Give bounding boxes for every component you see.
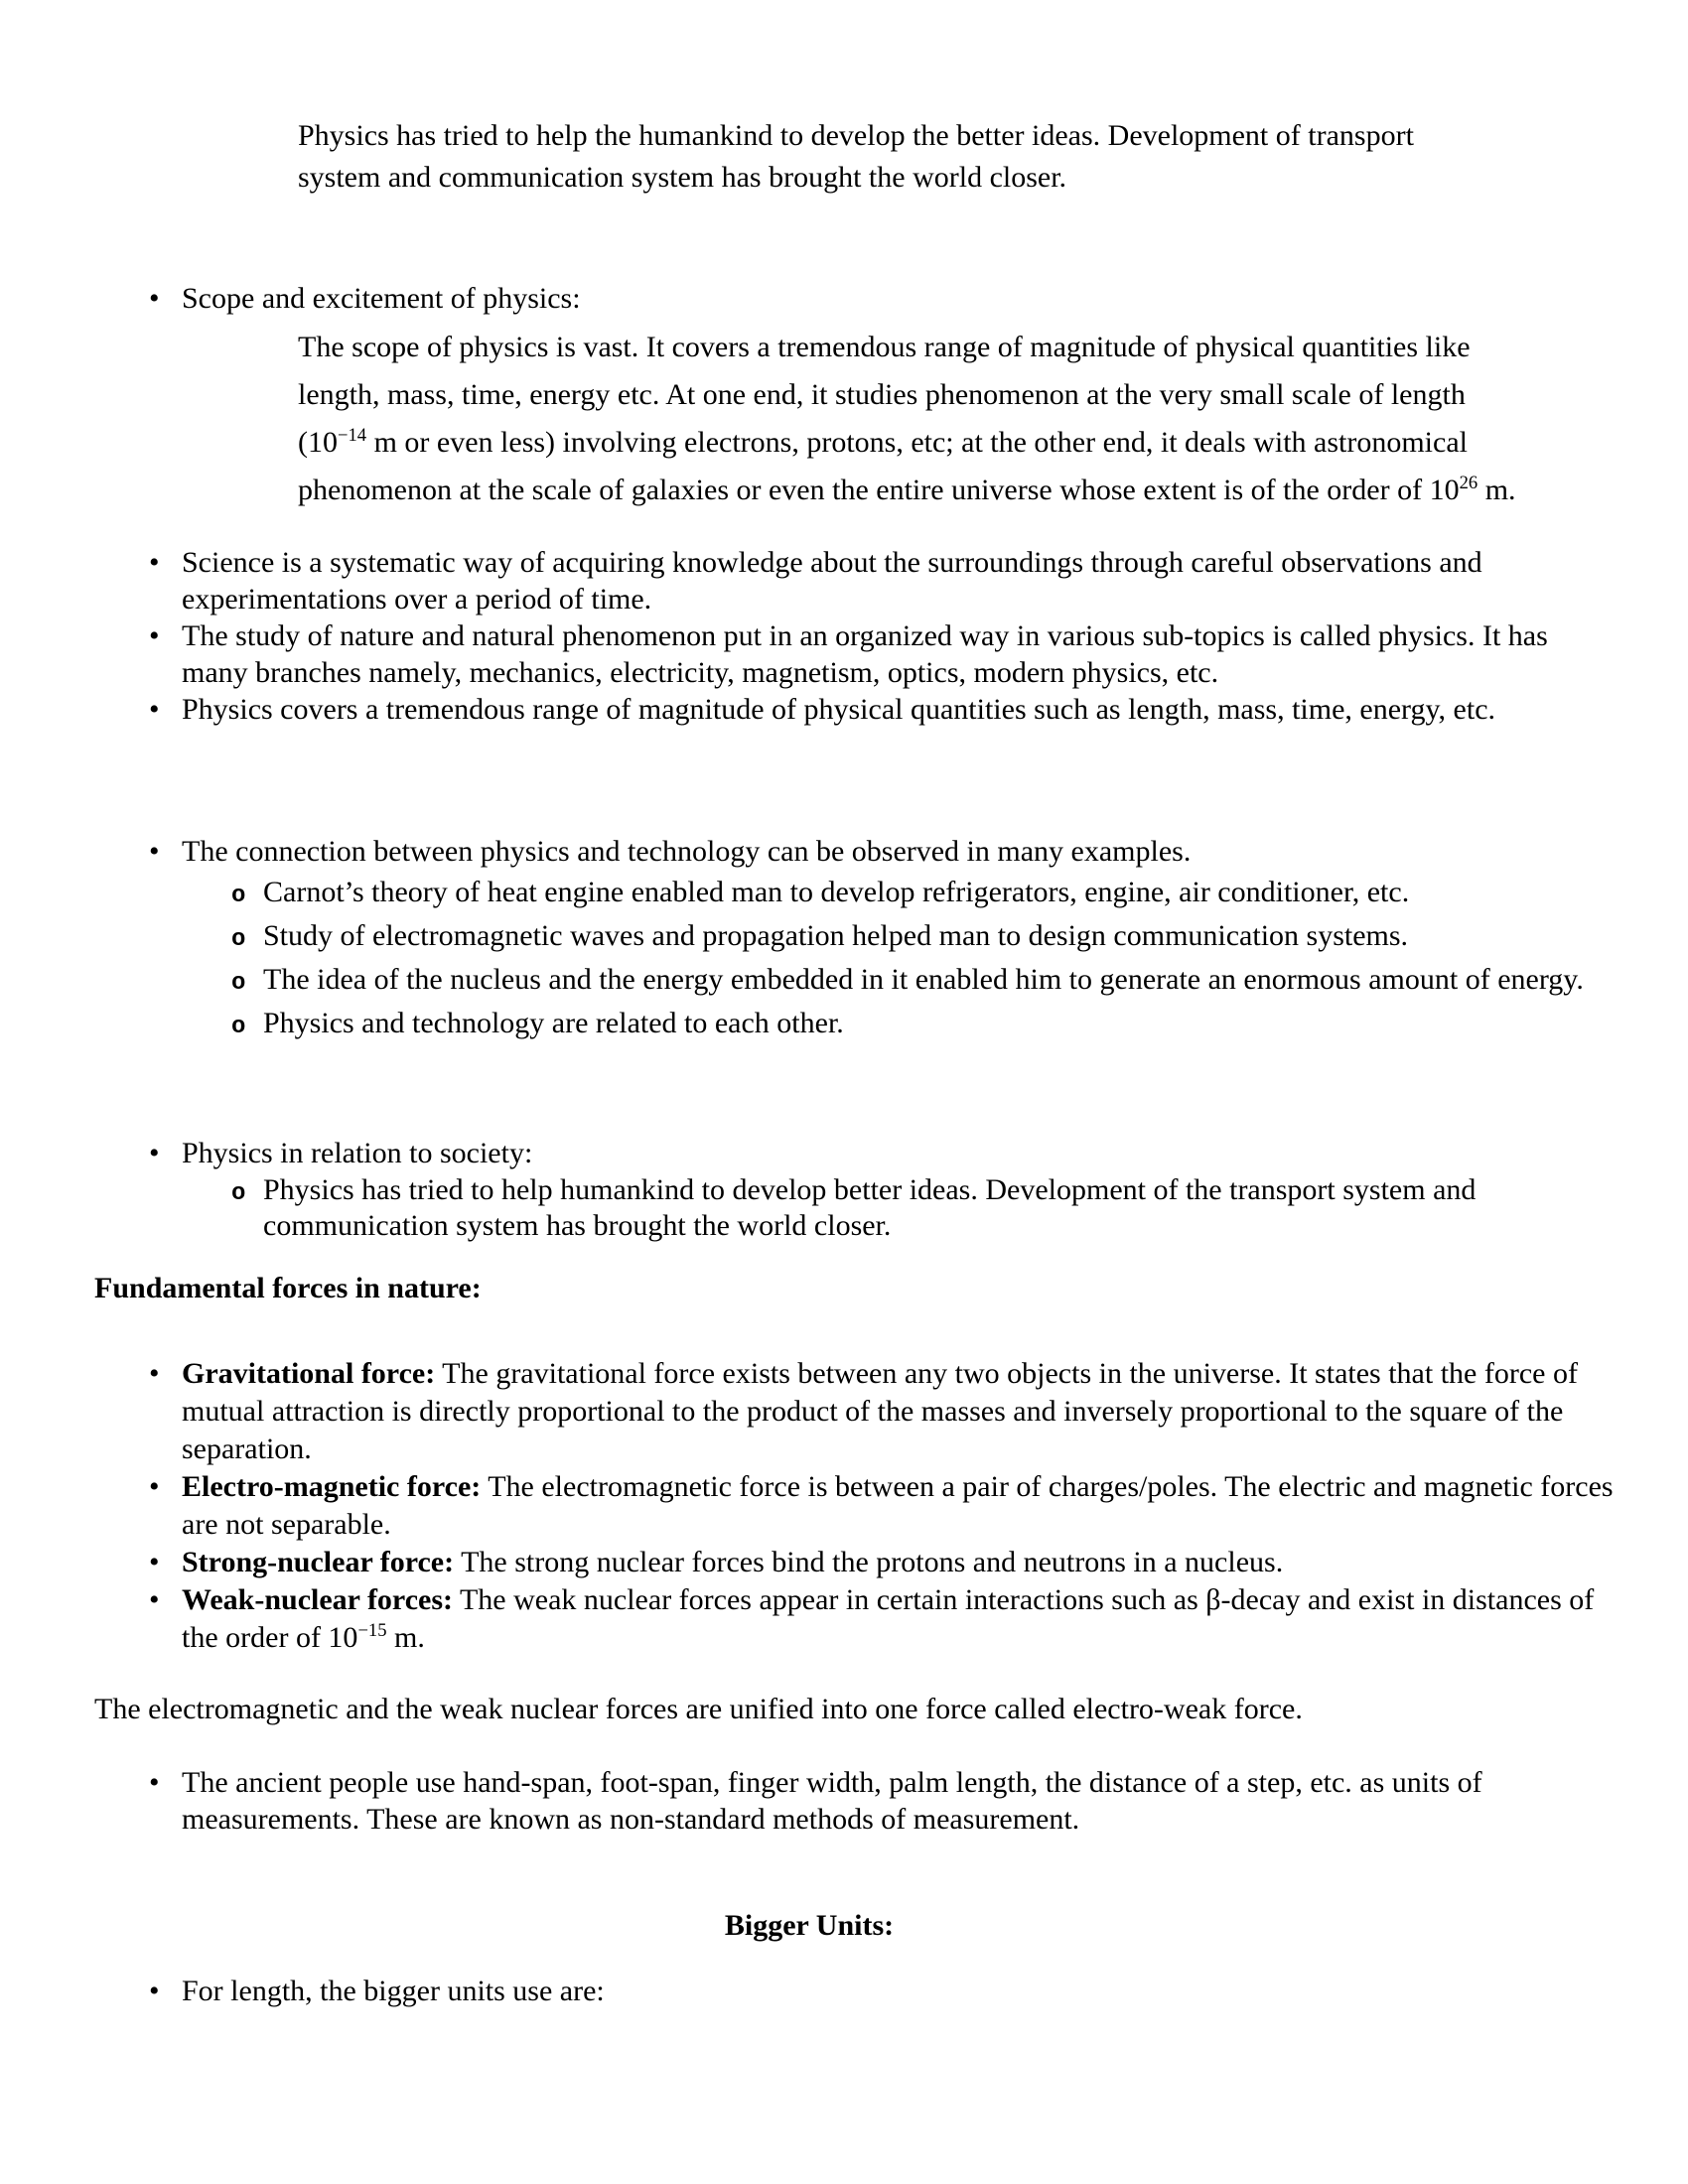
force-text: The gravitational force exists between any two objects in the universe. It states that the force of mutual attraction is directly proportional to the product of the masses and inversely proportional to the square of the separation.	[182, 1357, 1578, 1465]
bullet-icon: •	[149, 546, 160, 579]
for-length-text: For length, the bigger units use are:	[182, 1975, 605, 2007]
scope-heading: Scope and excitement of physics:	[182, 282, 581, 315]
bullet-scope	[0, 280, 1618, 318]
bullet-icon: •	[149, 1546, 160, 1578]
bullet-icon: •	[149, 1357, 160, 1390]
force-text-2: m.	[386, 1621, 425, 1654]
bullet-icon: •	[149, 282, 160, 315]
fundamental-forces-heading: Fundamental forces in nature:	[94, 1272, 482, 1304]
force-label: Gravitational force:	[182, 1357, 436, 1390]
example-text: The idea of the nucleus and the energy embedded in it enabled him to generate an enormous amount of energy.	[263, 963, 1584, 996]
example-text: Study of electromagnetic waves and propagation helped man to design communication systems.	[263, 919, 1409, 952]
bullet-icon: •	[149, 835, 160, 868]
bullet-electromagnetic-force	[0, 1468, 1618, 1544]
sub-bullet-icon: o	[231, 926, 246, 953]
bullet-icon: •	[149, 1470, 160, 1503]
bullet-for-length	[0, 1973, 1618, 2010]
force-item	[182, 1544, 1618, 1581]
bullet-icon: •	[149, 619, 160, 652]
fact-text: The study of nature and natural phenomenon put in an organized way in various sub-topics is called physics. It has many branches namely, mechanics, electricity, magnetism, optics, modern physics, etc.	[182, 619, 1548, 689]
example-text: Carnot’s theory of heat engine enabled man to develop refrigerators, engine, air conditioner, etc.	[263, 876, 1410, 908]
force-text: The electromagnetic force is between a pair of charges/poles. The electric and magnetic forces are not separable.	[182, 1470, 1614, 1541]
society-heading: Physics in relation to society:	[182, 1137, 533, 1169]
force-exponent: −15	[357, 1620, 387, 1641]
sub-bullet-related	[0, 1004, 1618, 1047]
force-item	[182, 1581, 1618, 1657]
forces-list	[0, 1355, 1618, 1657]
bullet-study-of-nature	[0, 617, 1618, 691]
sub-bullet-icon: o	[231, 883, 246, 909]
scope-text-2: m or even less) involving electrons, protons, etc; at the other end, it deals with astronomical phenomenon at the scale of galaxies or even the entire universe whose extent is of the order of 10	[298, 426, 1468, 506]
example-text: Physics and technology are related to each other.	[263, 1007, 844, 1039]
sub-bullet-icon: o	[231, 1180, 246, 1207]
bullet-icon: •	[149, 1583, 160, 1616]
scope-text-3: m.	[1477, 474, 1516, 506]
bullet-society	[0, 1135, 1618, 1172]
bullet-icon: •	[149, 1975, 160, 2007]
fact-text: Science is a systematic way of acquiring knowledge about the surroundings through careful observations and experimentations over a period of time.	[182, 546, 1482, 615]
bullet-strong-nuclear-force	[0, 1544, 1618, 1581]
scope-exponent-1: −14	[338, 425, 367, 446]
ancient-text: The ancient people use hand-span, foot-span, finger width, palm length, the distance of a step, etc. as units of measurements. These are known as non-standard methods of measurement.	[182, 1766, 1482, 1836]
force-text-1: The weak nuclear forces appear in certain interactions such as β-decay and exist in distances of the order of 10	[182, 1583, 1595, 1654]
force-label: Electro-magnetic force:	[182, 1470, 482, 1503]
force-text: The strong nuclear forces bind the protons and neutrons in a nucleus.	[454, 1546, 1284, 1578]
force-item	[182, 1468, 1618, 1544]
sub-bullet-nucleus	[0, 960, 1618, 1004]
bullet-connection	[0, 833, 1618, 871]
scope-paragraph	[298, 324, 1524, 514]
sub-bullet-icon: o	[231, 970, 246, 997]
bullet-icon: •	[149, 1137, 160, 1169]
society-sub-text: Physics has tried to help humankind to develop better ideas. Development of the transport system and communication system has brought the world closer.	[263, 1173, 1477, 1242]
electroweak-paragraph: The electromagnetic and the weak nuclear forces are unified into one force called electro-weak force.	[94, 1693, 1303, 1725]
sub-bullet-society	[0, 1172, 1618, 1244]
connection-section	[0, 833, 1618, 1047]
force-item	[182, 1355, 1618, 1468]
connection-examples	[0, 873, 1618, 1047]
scope-text-1: The scope of physics is vast. It covers a tremendous range of magnitude of physical quantities like length, mass, time, energy etc. At one end, it studies phenomenon at the very small scale of length (10	[298, 331, 1471, 459]
fact-text: Physics covers a tremendous range of magnitude of physical quantities such as length, mass, time, energy, etc.	[182, 693, 1496, 726]
bigger-units-heading: Bigger Units:	[724, 1909, 895, 1942]
bullet-science	[0, 544, 1618, 617]
scope-exponent-2: 26	[1459, 473, 1478, 493]
bullet-icon: •	[149, 1766, 160, 1799]
bullet-ancient-units	[0, 1764, 1618, 1838]
force-label: Strong-nuclear force:	[182, 1546, 455, 1578]
connection-heading: The connection between physics and technology can be observed in many examples.	[182, 835, 1192, 868]
sub-bullet-icon: o	[231, 1014, 246, 1040]
bullet-gravitational-force	[0, 1355, 1618, 1468]
bullet-icon: •	[149, 693, 160, 726]
society-section	[0, 1135, 1618, 1244]
sub-bullet-carnot	[0, 873, 1618, 916]
sub-bullet-em-waves	[0, 916, 1618, 960]
bullet-weak-nuclear-force	[0, 1581, 1618, 1657]
bullet-physics-covers	[0, 691, 1618, 728]
force-label: Weak-nuclear forces:	[182, 1583, 454, 1616]
facts-list	[0, 544, 1618, 728]
intro-paragraph: Physics has tried to help the humankind to develop the better ideas. Development of transport system and communication system has brought the world closer.	[298, 119, 1414, 194]
